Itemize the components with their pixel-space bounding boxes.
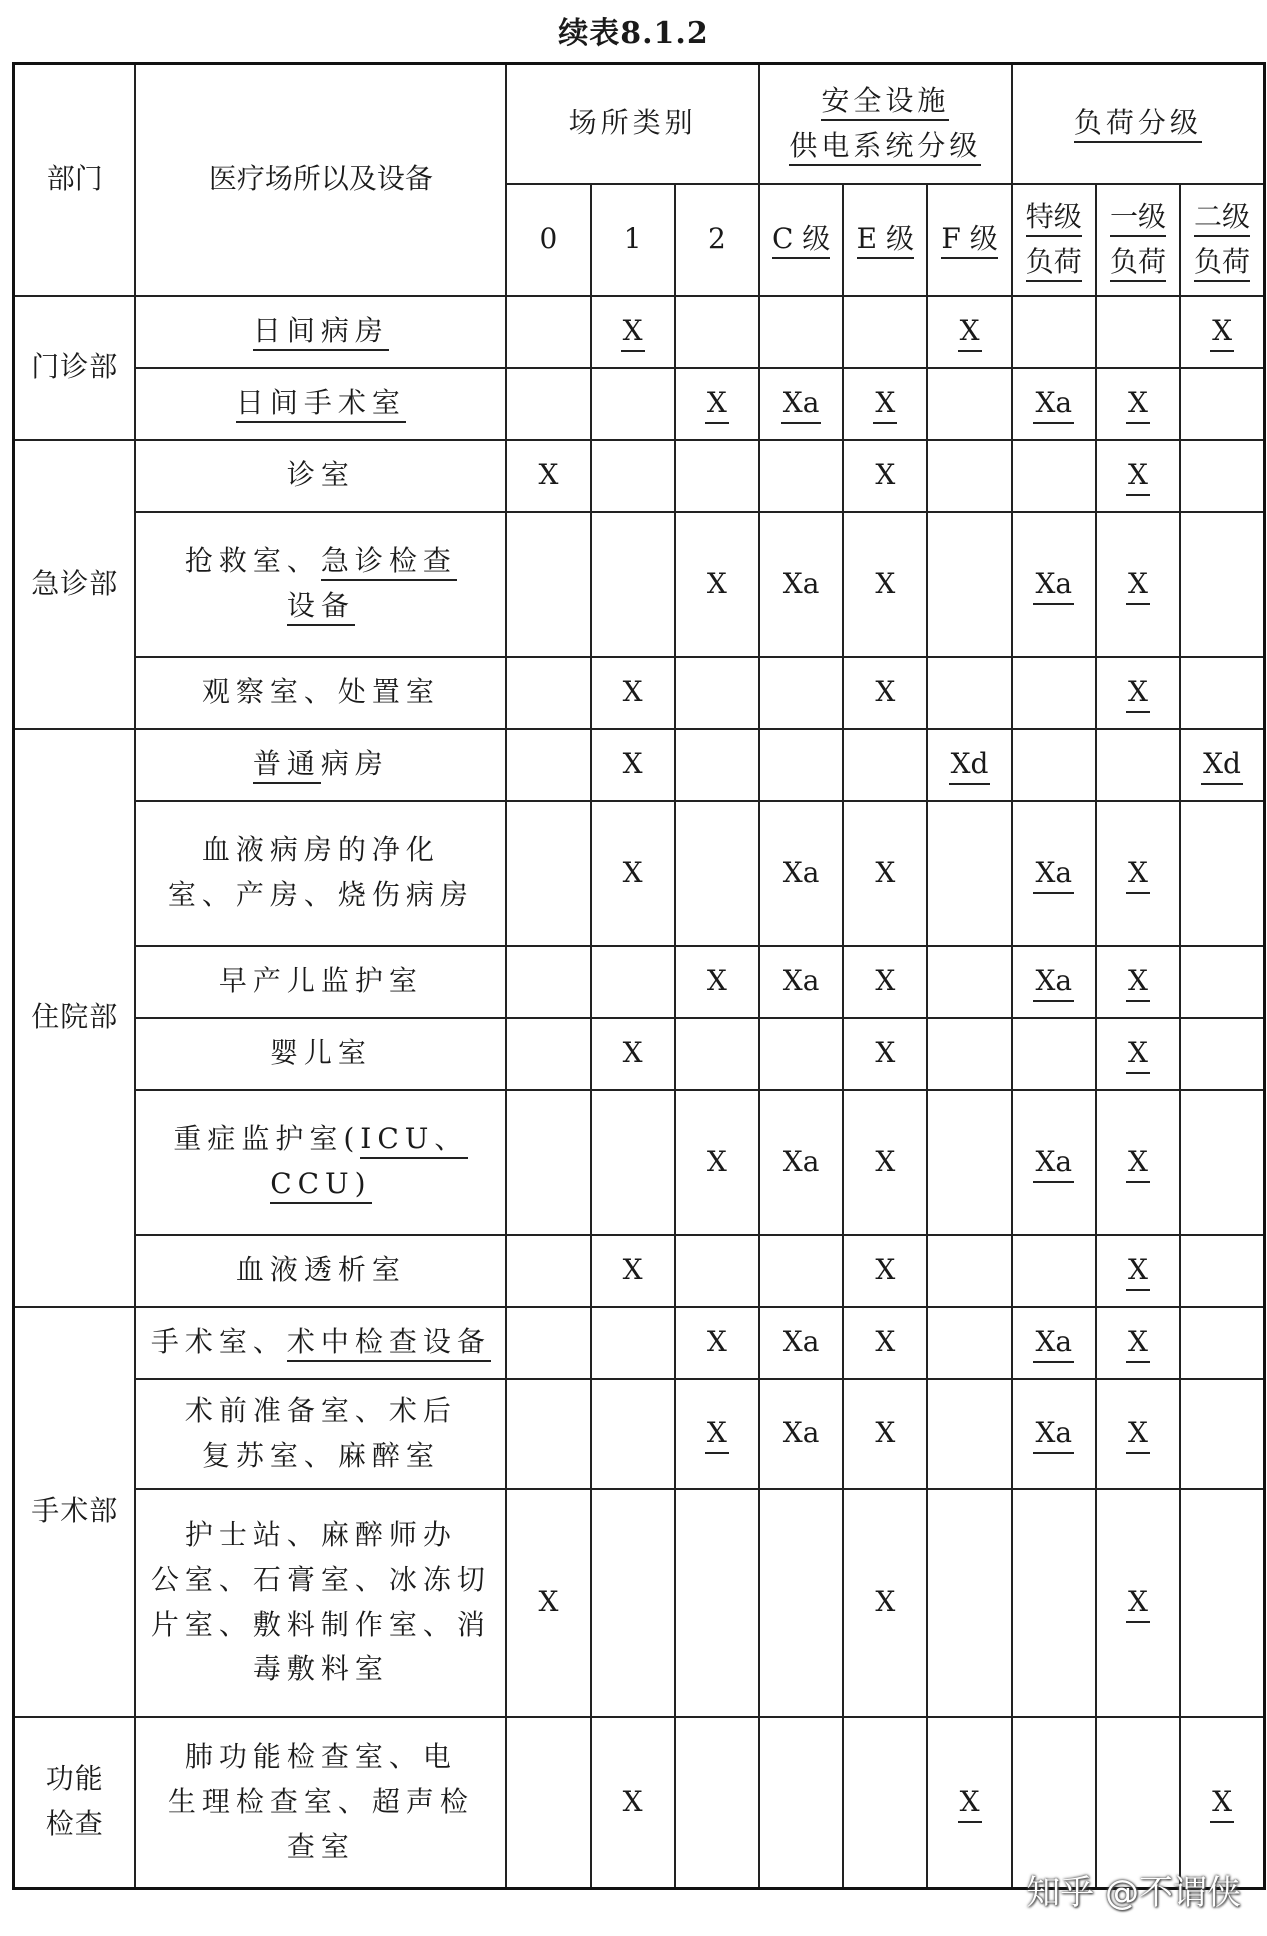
mark-cell: X	[843, 1379, 927, 1489]
mark-cell	[1096, 440, 1180, 512]
classification-table	[12, 62, 1266, 1890]
mark-cell: X	[675, 946, 759, 1018]
mark-cell	[927, 729, 1011, 801]
mark-cell	[759, 296, 843, 368]
mark-cell: Xa	[759, 801, 843, 946]
table-row	[14, 657, 1265, 729]
cell-text: Xa	[781, 386, 822, 424]
mark-cell	[591, 1307, 675, 1379]
header-safety-line1: 安全设施	[821, 84, 949, 121]
table-row	[14, 512, 1265, 657]
item-cell	[135, 512, 506, 657]
mark-cell	[591, 946, 675, 1018]
mark-cell	[1012, 1090, 1096, 1235]
cell-text: 重症监护室(	[173, 1122, 361, 1156]
mark-cell	[1096, 368, 1180, 440]
mark-cell: X	[591, 801, 675, 946]
table-row	[14, 1235, 1265, 1307]
header-load-class	[1012, 64, 1265, 184]
col-safety-f	[927, 184, 1011, 296]
mark-cell: X	[506, 1489, 590, 1717]
cell-text: 肺功能检查室、电	[184, 1740, 457, 1774]
item-cell	[135, 1307, 506, 1379]
item-cell: 婴儿室	[135, 1018, 506, 1090]
mark-cell	[591, 440, 675, 512]
cell-text: 功能	[45, 1762, 104, 1796]
mark-cell	[759, 1018, 843, 1090]
mark-cell: Xa	[759, 1090, 843, 1235]
mark-cell	[1096, 1235, 1180, 1307]
mark-cell	[591, 368, 675, 440]
mark-cell	[1096, 657, 1180, 729]
cell-text: X	[1126, 964, 1150, 1002]
mark-cell	[927, 512, 1011, 657]
mark-cell	[1096, 729, 1180, 801]
mark-cell	[1096, 1090, 1180, 1235]
cell-text: X	[1210, 1785, 1234, 1823]
mark-cell	[591, 1090, 675, 1235]
dept-surgery: 手术部	[14, 1307, 136, 1717]
mark-cell	[506, 1717, 590, 1889]
cell-text: 普通	[253, 747, 321, 784]
cell-text: X	[958, 314, 982, 352]
cell-text: X	[1126, 675, 1150, 713]
col-site-0: 0	[506, 184, 590, 296]
cell-text: C 级	[772, 222, 830, 259]
mark-cell: X	[675, 1090, 759, 1235]
mark-cell	[1012, 512, 1096, 657]
cell-text: X	[1126, 1416, 1150, 1454]
mark-cell	[927, 1717, 1011, 1889]
dept-emergency: 急诊部	[14, 440, 136, 729]
mark-cell	[675, 1489, 759, 1717]
table-row	[14, 729, 1265, 801]
mark-cell	[759, 1489, 843, 1717]
table-row	[14, 1379, 1265, 1489]
mark-cell: X	[843, 657, 927, 729]
cell-text: X	[1126, 567, 1150, 605]
mark-cell	[675, 1018, 759, 1090]
mark-cell	[843, 729, 927, 801]
dept-function-check	[14, 1717, 136, 1889]
table-row	[14, 801, 1265, 946]
mark-cell	[759, 440, 843, 512]
cell-text: Xa	[1033, 964, 1074, 1002]
cell-text: 复苏室、麻醉室	[201, 1438, 440, 1472]
mark-cell	[927, 1090, 1011, 1235]
cell-text: X	[705, 1416, 729, 1454]
mark-cell	[1012, 1379, 1096, 1489]
mark-cell	[1012, 1307, 1096, 1379]
mark-cell	[759, 729, 843, 801]
mark-cell	[506, 1307, 590, 1379]
mark-cell	[1012, 946, 1096, 1018]
mark-cell: X	[591, 1018, 675, 1090]
mark-cell	[843, 296, 927, 368]
cell-text: 术前准备室、术后	[184, 1393, 457, 1427]
mark-cell	[1096, 296, 1180, 368]
mark-cell	[843, 1717, 927, 1889]
mark-cell: Xa	[759, 946, 843, 1018]
cell-text: 查室	[286, 1829, 355, 1863]
cell-text: X	[1126, 1145, 1150, 1183]
item-cell: 早产儿监护室	[135, 946, 506, 1018]
mark-cell	[675, 729, 759, 801]
mark-cell	[1096, 801, 1180, 946]
mark-cell	[1180, 296, 1264, 368]
mark-cell	[1180, 1235, 1264, 1307]
mark-cell	[506, 368, 590, 440]
cell-text: 室、产房、烧伤病房	[167, 878, 474, 911]
mark-cell: X	[843, 1090, 927, 1235]
cell-text: 二级	[1194, 200, 1250, 237]
mark-cell	[927, 1018, 1011, 1090]
item-cell: 血液透析室	[135, 1235, 506, 1307]
dept-inpatient: 住院部	[14, 729, 136, 1307]
mark-cell	[1096, 512, 1180, 657]
mark-cell: Xa	[759, 1379, 843, 1489]
cell-text: 负荷	[1194, 245, 1250, 282]
mark-cell	[1180, 657, 1264, 729]
col-load-special	[1012, 184, 1096, 296]
mark-cell: X	[843, 946, 927, 1018]
mark-cell	[1180, 1090, 1264, 1235]
mark-cell	[1180, 1379, 1264, 1489]
cell-text: 负荷	[1026, 245, 1082, 282]
mark-cell: X	[675, 512, 759, 657]
cell-text: F 级	[941, 222, 997, 259]
cell-text: 公室、石膏室、冰冻切	[150, 1562, 491, 1596]
col-safety-e	[843, 184, 927, 296]
item-cell	[135, 1489, 506, 1717]
mark-cell	[759, 1717, 843, 1889]
mark-cell	[591, 512, 675, 657]
header-site-category: 场所类别	[506, 64, 759, 184]
mark-cell	[675, 801, 759, 946]
mark-cell	[675, 440, 759, 512]
cell-text: Xd	[1201, 747, 1243, 785]
cell-text: 手术室、	[150, 1325, 287, 1359]
cell-text: 生理检查室、超声检	[167, 1784, 474, 1818]
mark-cell	[1012, 729, 1096, 801]
cell-text: 护士站、麻醉师办	[184, 1517, 457, 1551]
table-row	[14, 440, 1265, 512]
mark-cell	[506, 1090, 590, 1235]
mark-cell	[1180, 1717, 1264, 1889]
mark-cell	[927, 1235, 1011, 1307]
cell-text: Xa	[1033, 856, 1074, 894]
cell-text: X	[1126, 1325, 1150, 1363]
item-cell	[135, 1090, 506, 1235]
table-row	[14, 1489, 1265, 1717]
cell-text: ICU、	[360, 1122, 468, 1159]
mark-cell	[1180, 368, 1264, 440]
mark-cell: X	[843, 1307, 927, 1379]
mark-cell	[759, 368, 843, 440]
table-row	[14, 946, 1265, 1018]
cell-text: Xa	[1033, 567, 1074, 605]
mark-cell: X	[675, 1307, 759, 1379]
mark-cell	[1180, 946, 1264, 1018]
mark-cell	[506, 296, 590, 368]
item-cell	[135, 368, 506, 440]
table-row	[14, 296, 1265, 368]
cell-text: E 级	[857, 222, 914, 259]
header-safety-line2: 供电系统分级	[789, 129, 981, 166]
mark-cell	[506, 801, 590, 946]
cell-text: X	[1126, 1036, 1150, 1074]
table-row	[14, 1717, 1265, 1889]
cell-text: X	[1126, 1253, 1150, 1291]
mark-cell	[1012, 1489, 1096, 1717]
item-cell	[135, 296, 506, 368]
mark-cell	[759, 657, 843, 729]
cell-text: 急诊检查	[321, 544, 457, 581]
mark-cell	[927, 368, 1011, 440]
mark-cell: X	[591, 1717, 675, 1889]
mark-cell	[1096, 1717, 1180, 1889]
mark-cell	[1180, 1018, 1264, 1090]
mark-cell	[506, 946, 590, 1018]
cell-text: X	[1126, 856, 1150, 894]
mark-cell	[506, 1235, 590, 1307]
mark-cell	[506, 1379, 590, 1489]
cell-text: 抢救室、	[184, 544, 321, 578]
mark-cell: X	[843, 440, 927, 512]
mark-cell	[591, 1379, 675, 1489]
mark-cell: X	[506, 440, 590, 512]
mark-cell	[927, 1307, 1011, 1379]
table-row	[14, 368, 1265, 440]
cell-text: Xa	[1033, 1416, 1074, 1454]
cell-text: 设备	[287, 589, 355, 626]
cell-text: Xd	[949, 747, 991, 785]
mark-cell	[1012, 801, 1096, 946]
cell-text: X	[1210, 314, 1234, 352]
cell-text: 负荷	[1110, 245, 1166, 282]
mark-cell	[1180, 729, 1264, 801]
cell-text: X	[873, 386, 897, 424]
mark-cell	[927, 801, 1011, 946]
col-load-first	[1096, 184, 1180, 296]
mark-cell	[843, 368, 927, 440]
mark-cell: X	[843, 512, 927, 657]
mark-cell	[927, 946, 1011, 1018]
header-safety-power	[759, 64, 1012, 184]
table-title: 续表8.1.2	[558, 16, 709, 51]
mark-cell: X	[843, 801, 927, 946]
mark-cell	[675, 657, 759, 729]
mark-cell	[1012, 1235, 1096, 1307]
cell-text: 病房	[320, 747, 389, 781]
cell-text: Xa	[1033, 386, 1074, 424]
col-site-2: 2	[675, 184, 759, 296]
item-cell: 诊室	[135, 440, 506, 512]
item-cell	[135, 801, 506, 946]
cell-text: 检查	[45, 1807, 104, 1841]
mark-cell	[506, 512, 590, 657]
table-row	[14, 1018, 1265, 1090]
cell-text: 毒敷料室	[252, 1652, 389, 1686]
col-safety-c	[759, 184, 843, 296]
mark-cell	[506, 1018, 590, 1090]
table-row	[14, 1090, 1265, 1235]
mark-cell	[1096, 1379, 1180, 1489]
mark-cell: X	[843, 1489, 927, 1717]
mark-cell: Xa	[759, 1307, 843, 1379]
watermark: 知乎 @不谓侠	[1026, 1873, 1241, 1913]
mark-cell	[591, 296, 675, 368]
mark-cell	[1012, 1717, 1096, 1889]
mark-cell	[1180, 440, 1264, 512]
mark-cell	[1180, 1489, 1264, 1717]
mark-cell	[927, 1489, 1011, 1717]
mark-cell	[1180, 1307, 1264, 1379]
mark-cell	[675, 1235, 759, 1307]
cell-text: X	[958, 1785, 982, 1823]
mark-cell: X	[843, 1018, 927, 1090]
cell-text: 日间手术室	[236, 386, 406, 423]
mark-cell: X	[591, 1235, 675, 1307]
dept-outpatient: 门诊部	[14, 296, 136, 440]
cell-text: X	[1126, 386, 1150, 424]
mark-cell	[1012, 368, 1096, 440]
mark-cell: X	[591, 729, 675, 801]
mark-cell	[675, 1717, 759, 1889]
table-row	[14, 1307, 1265, 1379]
cell-text: X	[1126, 1585, 1150, 1623]
mark-cell	[927, 296, 1011, 368]
cell-text: X	[621, 314, 645, 352]
header-item: 医疗场所以及设备	[135, 64, 506, 296]
col-site-1: 1	[591, 184, 675, 296]
item-cell: 观察室、处置室	[135, 657, 506, 729]
mark-cell	[675, 1379, 759, 1489]
mark-cell	[591, 1489, 675, 1717]
mark-cell	[927, 1379, 1011, 1489]
cell-text: X	[1126, 458, 1150, 496]
mark-cell	[1096, 1018, 1180, 1090]
mark-cell: X	[591, 657, 675, 729]
cell-text: 一级	[1110, 200, 1166, 237]
header-load-label: 负荷分级	[1074, 106, 1202, 143]
mark-cell	[506, 729, 590, 801]
cell-text: 特级	[1026, 200, 1082, 237]
mark-cell: X	[843, 1235, 927, 1307]
mark-cell	[759, 1235, 843, 1307]
mark-cell	[506, 657, 590, 729]
mark-cell	[1012, 657, 1096, 729]
cell-text: CCU)	[270, 1167, 371, 1204]
mark-cell	[1180, 801, 1264, 946]
mark-cell	[1096, 1307, 1180, 1379]
cell-text: X	[705, 386, 729, 424]
cell-text: 术中检查设备	[287, 1325, 491, 1362]
item-cell	[135, 729, 506, 801]
mark-cell	[675, 296, 759, 368]
cell-text: Xa	[1033, 1325, 1074, 1363]
mark-cell	[927, 657, 1011, 729]
mark-cell	[1012, 440, 1096, 512]
cell-text: Xa	[1033, 1145, 1074, 1183]
cell-text: 血液病房的净化	[201, 833, 440, 867]
mark-cell	[675, 368, 759, 440]
mark-cell	[1096, 1489, 1180, 1717]
cell-text: 片室、敷料制作室、消	[150, 1607, 491, 1641]
item-cell	[135, 1717, 506, 1889]
mark-cell	[1096, 946, 1180, 1018]
mark-cell	[927, 440, 1011, 512]
mark-cell: Xa	[759, 512, 843, 657]
col-load-second	[1180, 184, 1264, 296]
cell-text: 日间病房	[253, 314, 389, 351]
mark-cell	[1012, 1018, 1096, 1090]
mark-cell	[1012, 296, 1096, 368]
header-dept: 部门	[14, 64, 136, 296]
item-cell	[135, 1379, 506, 1489]
mark-cell	[1180, 512, 1264, 657]
